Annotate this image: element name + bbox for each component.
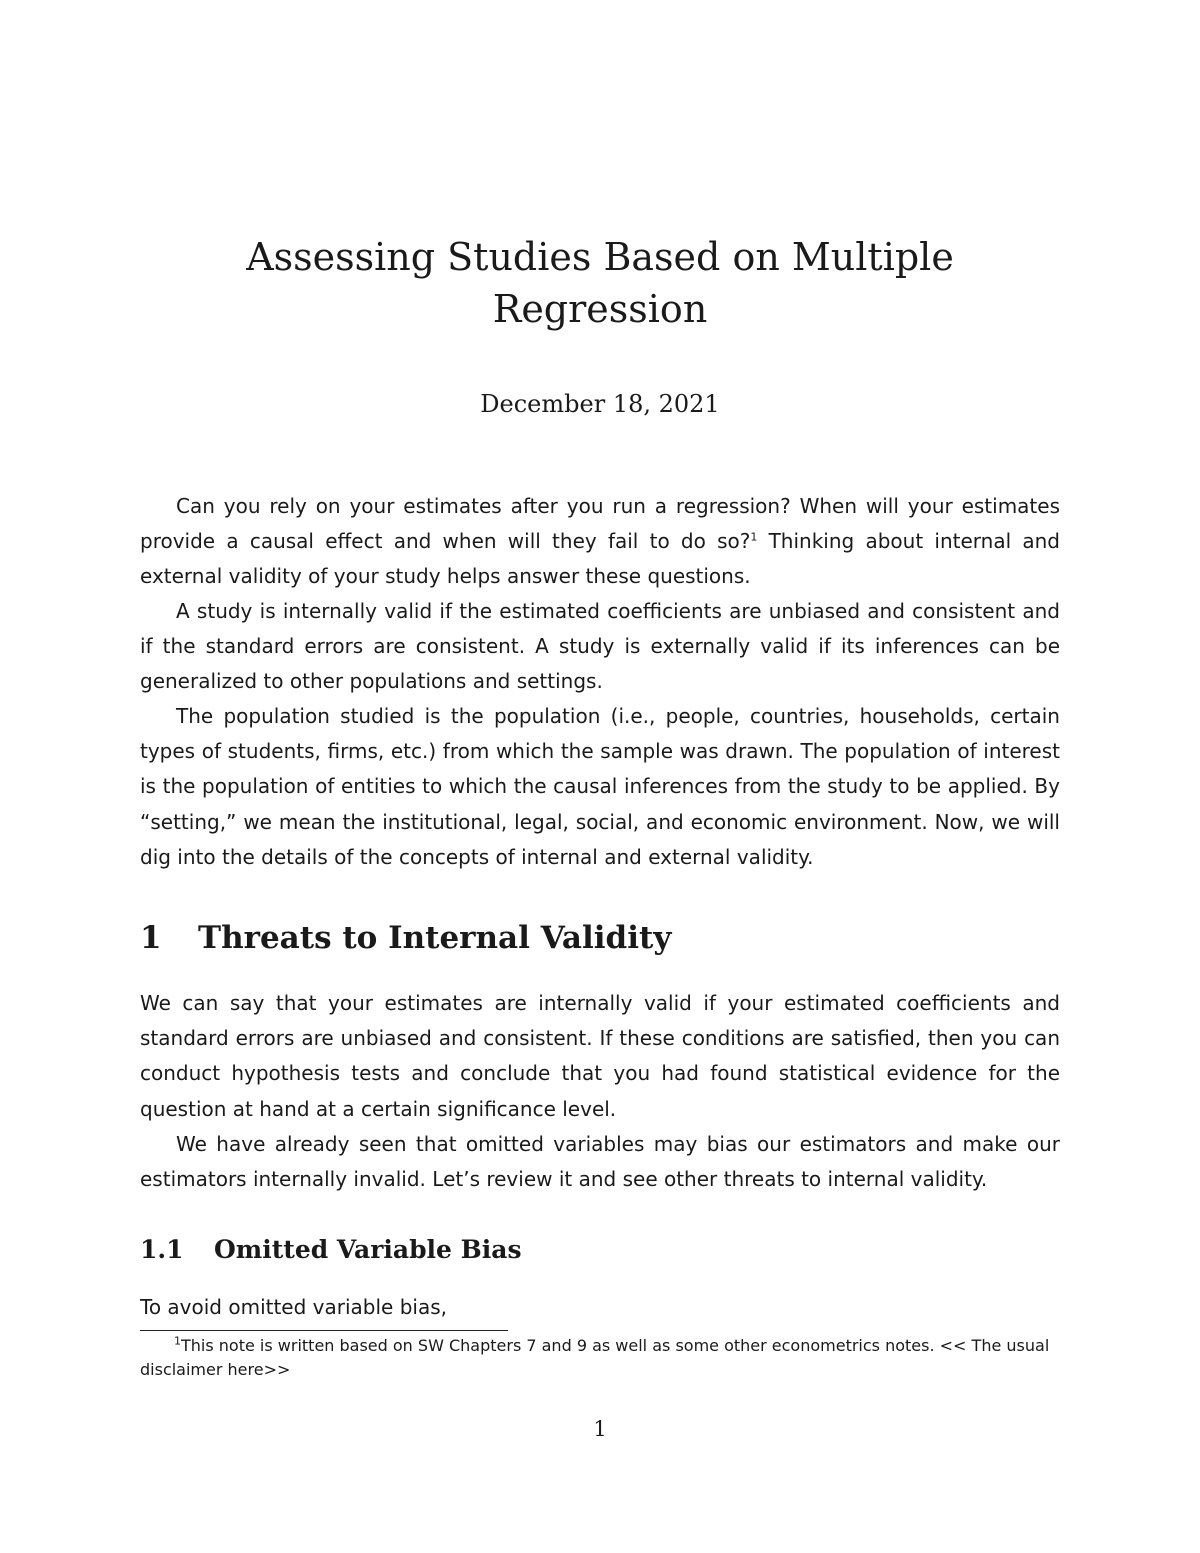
intro-paragraph-1-text-a: Can you rely on your estimates after you run a regression? When will your estimates provide a causal effect and when will they fail to do so?	[140, 494, 1060, 554]
footnote-divider	[140, 1330, 508, 1331]
section-title: Threats to Internal Validity	[198, 920, 672, 956]
document-title	[0, 231, 1200, 335]
document-date: December 18, 2021	[480, 390, 720, 418]
intro-paragraph-3: The population studied is the population (i.e., people, countries, households, certain types of students, firms, etc.) from which the sample was drawn. The population of interest is the population of entities to which the causal inferences from the study to be applied. By “setting,” we mean the institutional, legal, social, and economic environment. Now, we will dig into the details of the concepts of internal and external validity.	[140, 704, 1060, 869]
section-number: 1	[140, 920, 162, 956]
intro-paragraph-1-text-b: Thinking about internal and external validity of your study helps answer these questions.	[140, 529, 1061, 589]
title-line-1: Assessing Studies Based on Multiple	[246, 235, 954, 280]
page-number: 1	[593, 1417, 607, 1441]
section-1-paragraph-2: We have already seen that omitted variables may bias our estimators and make our estimators internally invalid. Let’s review it and see other threats to internal validity.	[140, 1132, 1060, 1192]
footnote-text: This note is written based on SW Chapters 7 and 9 as well as some other econometrics notes. << The usual disclaimer here>>	[140, 1336, 1050, 1379]
subsection-title: Omitted Variable Bias	[214, 1235, 522, 1264]
intro-paragraph-1	[140, 489, 1060, 595]
footnote-mark: 1	[174, 1334, 181, 1348]
footnote-reference[interactable]: 1	[750, 530, 758, 544]
section-1-paragraph-1: We can say that your estimates are internally valid if your estimated coefficients and standard errors are unbiased and consistent. If these conditions are satisfied, then you can conduct hypothesis tests and conclude that you had found statistical evidence for the question at hand at a certain significance level.	[140, 991, 1060, 1121]
intro-paragraph-2: A study is internally valid if the estimated coefficients are unbiased and consistent and if the standard errors are consistent. A study is externally valid if its inferences can be generalized to other populations and settings.	[140, 599, 1060, 694]
subsection-1-1-paragraph-1: To avoid omitted variable bias,	[140, 1295, 447, 1319]
subsection-number: 1.1	[140, 1235, 184, 1264]
section-heading-1	[140, 920, 671, 956]
subsection-heading-1-1	[140, 1235, 522, 1264]
footnote	[140, 1334, 1060, 1382]
title-line-2: Regression	[492, 287, 708, 332]
